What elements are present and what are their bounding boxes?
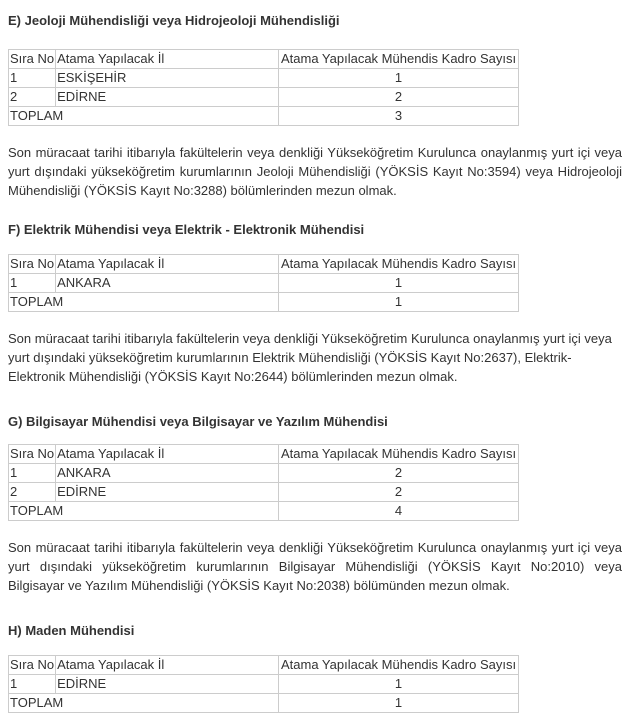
row-number: 1 xyxy=(9,675,56,694)
total-value: 1 xyxy=(279,694,519,713)
requirement-text: Son müracaat tarihi itibarıyla fakültelerin veya denkliği Yükseköğretim Kurulunca onaylanmış yurt içi veya yurt dışındaki yükseköğretim kurumlarının Elektrik Mühendisliği (YÖKSİS Kayıt No:2637), Elektrik-Elektronik Mühendisliği (YÖKSİS Kayıt No:2644) bölümlerinden mezun olmak. xyxy=(8,331,612,384)
assignment-table xyxy=(8,655,519,713)
column-header: Atama Yapılacak Mühendis Kadro Sayısı xyxy=(279,445,519,464)
section-title: F) Elektrik Mühendisi veya Elektrik - Elektronik Mühendisi xyxy=(8,222,365,237)
total-row xyxy=(9,694,519,713)
province: EDİRNE xyxy=(56,483,279,502)
column-header: Sıra No xyxy=(9,656,56,675)
quota: 1 xyxy=(279,69,519,88)
quota: 1 xyxy=(279,675,519,694)
province: ESKİŞEHİR xyxy=(56,69,279,88)
column-header: Atama Yapılacak İl xyxy=(56,50,279,69)
table-header-row xyxy=(9,656,519,675)
section-title: H) Maden Mühendisi xyxy=(8,623,135,638)
quota: 2 xyxy=(279,483,519,502)
total-label: TOPLAM xyxy=(9,502,279,521)
total-label: TOPLAM xyxy=(9,293,279,312)
total-row xyxy=(9,107,519,126)
table-header-row xyxy=(9,445,519,464)
assignment-table xyxy=(8,254,519,312)
table-header-row xyxy=(9,255,519,274)
section xyxy=(8,412,634,595)
row-number: 1 xyxy=(9,274,56,293)
document xyxy=(0,11,642,713)
column-header: Sıra No xyxy=(9,445,56,464)
requirement-text: Son müracaat tarihi itibarıyla fakültelerin veya denkliği Yükseköğretim Kurulunca onaylanmış yurt içi veya yurt dışındaki yükseköğretim kurumlarının Jeoloji Mühendisliği (YÖKSİS Kayıt No:3594) veya Hidrojeoloji Mühendisliği (YÖKSİS Kayıt No:3288) bölümlerinden mezun olmak. xyxy=(8,145,622,198)
table-header-row xyxy=(9,50,519,69)
table-row xyxy=(9,274,519,293)
total-label: TOPLAM xyxy=(9,694,279,713)
quota: 2 xyxy=(279,88,519,107)
column-header: Atama Yapılacak Mühendis Kadro Sayısı xyxy=(279,656,519,675)
province: EDİRNE xyxy=(56,675,279,694)
section xyxy=(8,11,634,200)
row-number: 2 xyxy=(9,483,56,502)
column-header: Atama Yapılacak Mühendis Kadro Sayısı xyxy=(279,255,519,274)
table-row xyxy=(9,464,519,483)
quota: 1 xyxy=(279,274,519,293)
row-number: 1 xyxy=(9,69,56,88)
province: ANKARA xyxy=(56,464,279,483)
total-value: 1 xyxy=(279,293,519,312)
table-row xyxy=(9,675,519,694)
table-row xyxy=(9,69,519,88)
assignment-table xyxy=(8,444,519,521)
row-number: 2 xyxy=(9,88,56,107)
assignment-table xyxy=(8,49,519,126)
column-header: Atama Yapılacak İl xyxy=(56,445,279,464)
total-value: 4 xyxy=(279,502,519,521)
section xyxy=(8,621,634,713)
total-row xyxy=(9,293,519,312)
total-value: 3 xyxy=(279,107,519,126)
requirement-text: Son müracaat tarihi itibarıyla fakültelerin veya denkliği Yükseköğretim Kurulunca onaylanmış yurt içi veya yurt dışındaki yükseköğretim kurumlarının Bilgisayar Mühendisliği (YÖKSİS Kayıt No:2010) veya Bilgisayar ve Yazılım Mühendisliği (YÖKSİS Kayıt No:2038) bölümünden mezun olmak. xyxy=(8,540,622,593)
total-row xyxy=(9,502,519,521)
row-number: 1 xyxy=(9,464,56,483)
province: EDİRNE xyxy=(56,88,279,107)
section xyxy=(8,220,634,386)
table-row xyxy=(9,88,519,107)
province: ANKARA xyxy=(56,274,279,293)
total-label: TOPLAM xyxy=(9,107,279,126)
section-title: G) Bilgisayar Mühendisi veya Bilgisayar ve Yazılım Mühendisi xyxy=(8,414,388,429)
column-header: Atama Yapılacak İl xyxy=(56,656,279,675)
column-header: Sıra No xyxy=(9,50,56,69)
column-header: Atama Yapılacak Mühendis Kadro Sayısı xyxy=(279,50,519,69)
column-header: Sıra No xyxy=(9,255,56,274)
section-title: E) Jeoloji Mühendisliği veya Hidrojeoloji Mühendisliği xyxy=(8,13,340,28)
table-row xyxy=(9,483,519,502)
quota: 2 xyxy=(279,464,519,483)
column-header: Atama Yapılacak İl xyxy=(56,255,279,274)
